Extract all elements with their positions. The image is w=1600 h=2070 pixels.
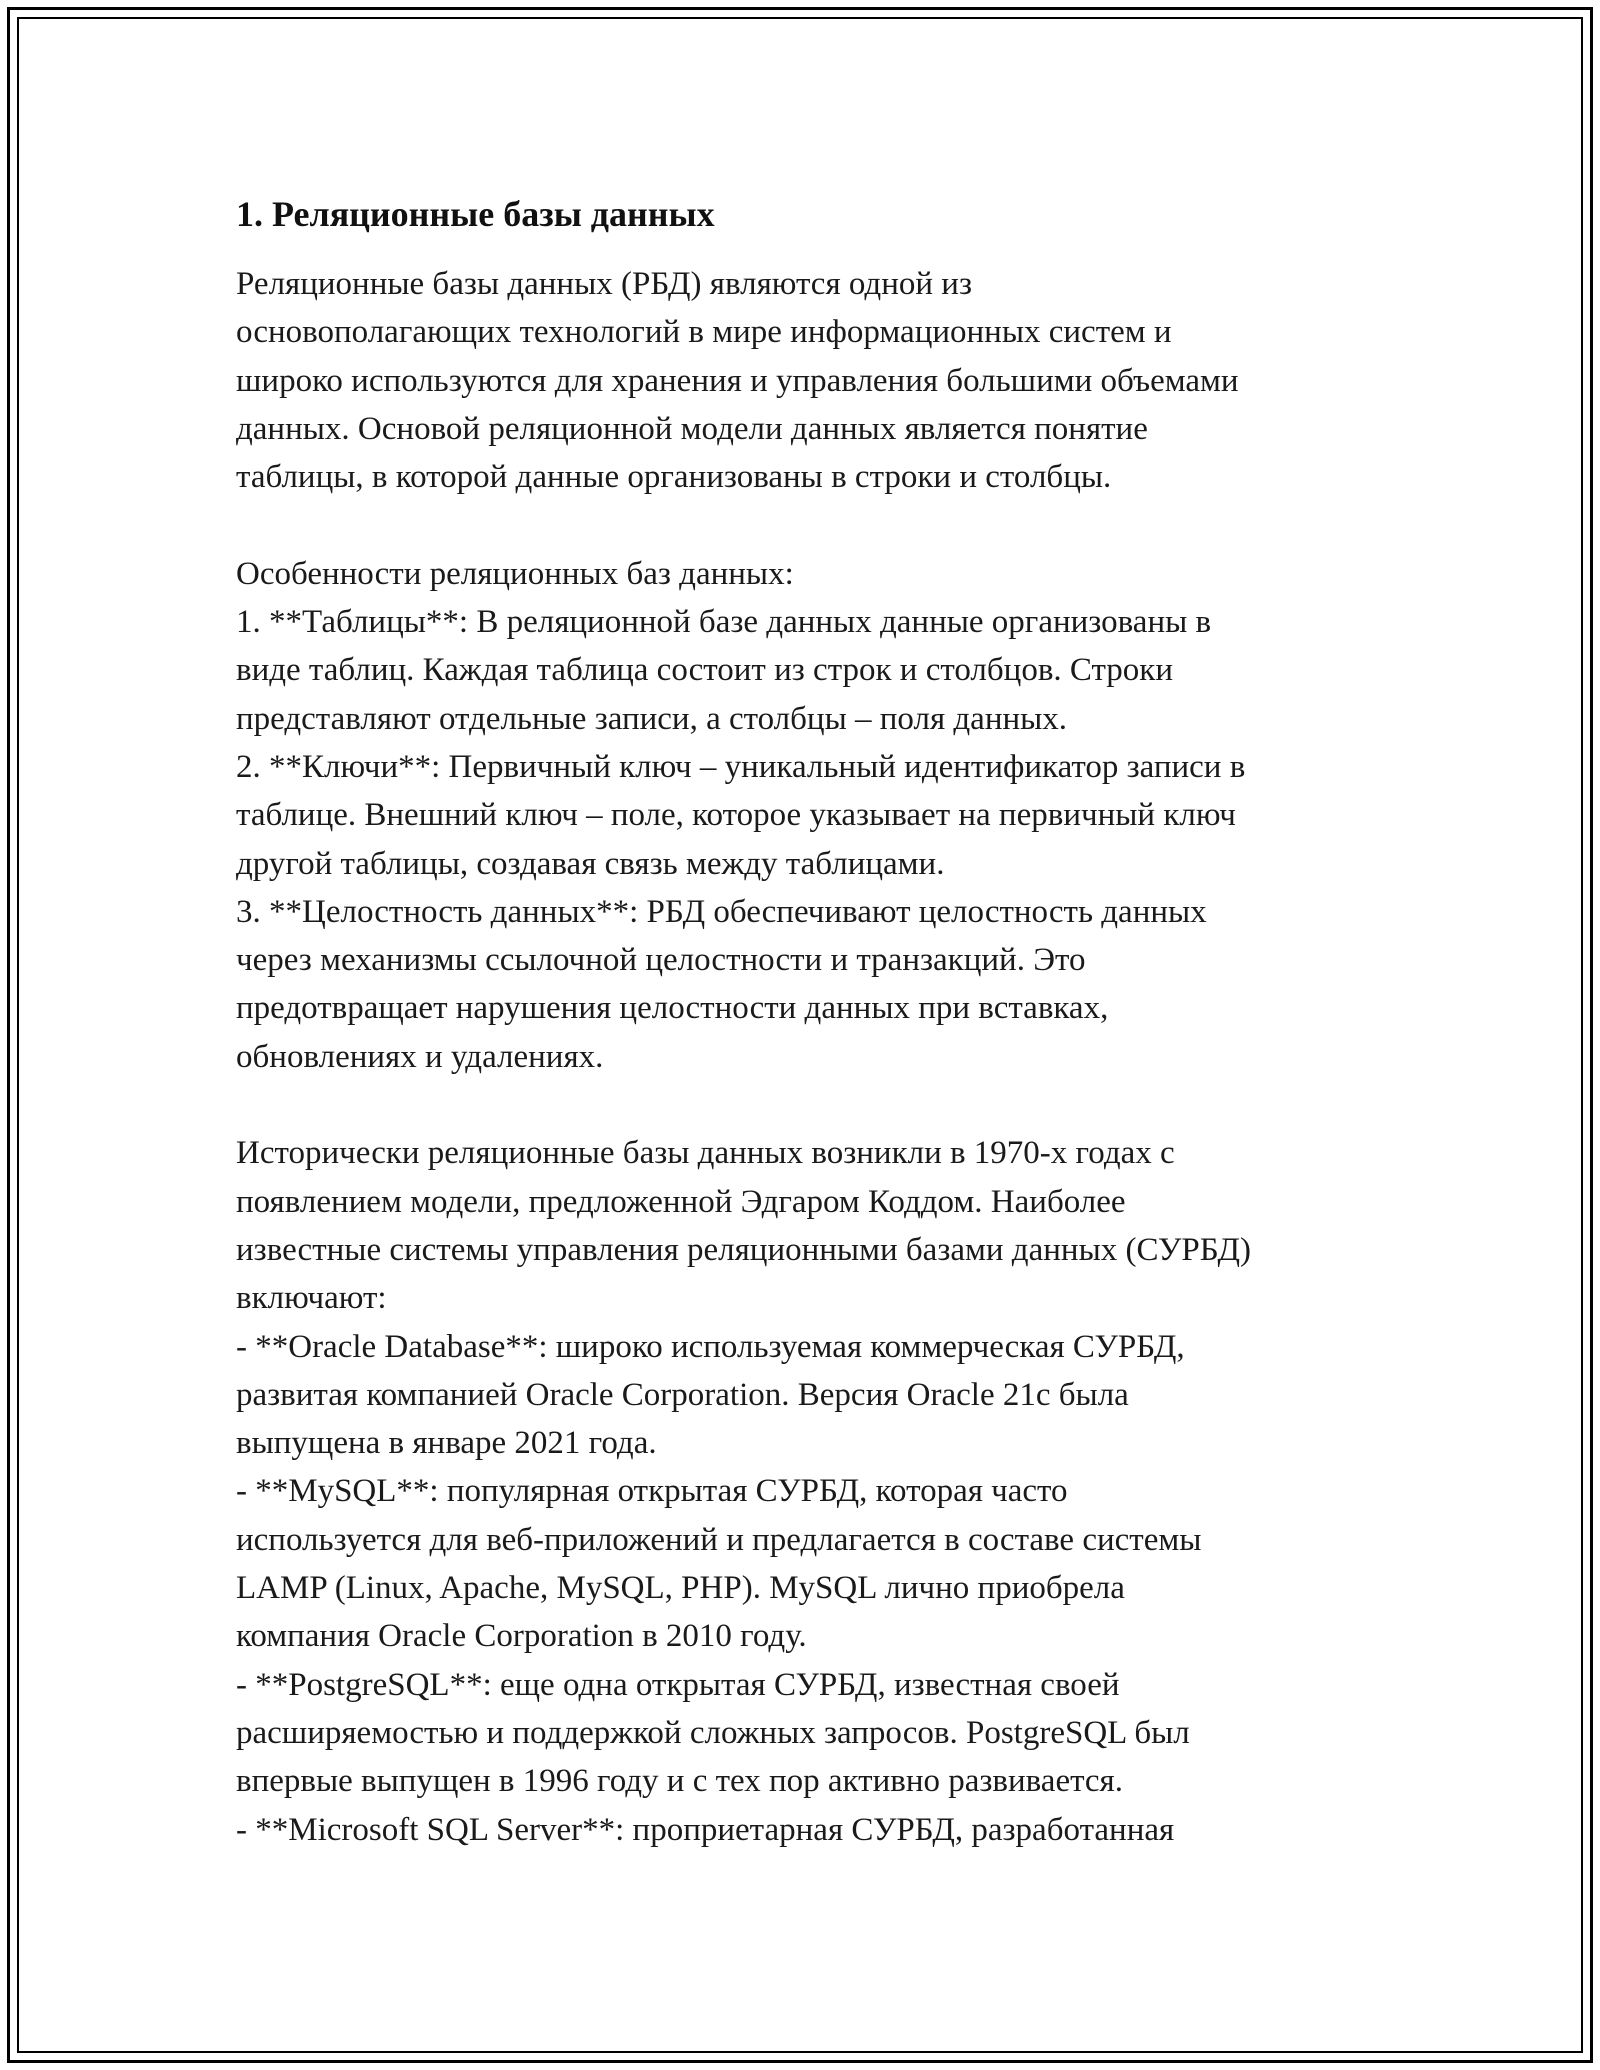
history-paragraph: Исторически реляционные базы данных возникли в 1970-х годах с появлением модели, предложенной Эдгаром Коддом. Наиболее известные системы управления реляционными базами данных (СУРБД) включают: - **Oracle Database**: широко используемая коммерческая СУРБД, развитая компанией Oracle Corporation. Версия Oracle 21c была выпущена в январе 2021 года. - **MySQL**: популярная открытая СУРБД, которая часто используется для веб-приложений и предлагается в составе системы LAMP (Linux, Apache, MySQL, PHP). MySQL лично приобрела компания Oracle Corporation в 2010 году. - **PostgreSQL**: еще одна открытая СУРБД, известная своей расширяемостью и поддержкой сложных запросов. PostgreSQL был впервые выпущен в 1996 году и с тех пор активно развивается. - **Microsoft SQL Server**: проприетарная СУРБД, разработанная [236, 1135, 1251, 1848]
features-paragraph: Особенности реляционных баз данных: 1. **Таблицы**: В реляционной базе данных данные организованы в виде таблиц. Каждая таблица состоит из строк и столбцов. Строки представляют отдельные записи, а столбцы – поля данных. 2. **Ключи**: Первичный ключ – уникальный идентификатор записи в таблице. Внешний ключ – поле, которое указывает на первичный ключ другой таблицы, создавая связь между таблицами. 3. **Целостность данных**: РБД обеспечивают целостность данных через механизмы ссылочной целостности и транзакций. Это предотвращает нарушения целостности данных при вставках, обновлениях и удалениях. [236, 555, 1246, 1075]
section-heading: 1. Реляционные базы данных [236, 194, 715, 234]
intro-paragraph: Реляционные базы данных (РБД) являются одной из основополагающих технологий в мире информационных систем и широко используются для хранения и управления большими объемами данных. Основой реляционной модели данных является понятие таблицы, в которой данные организованы в строки и столбцы. [236, 266, 1239, 496]
document-body [236, 190, 1386, 1854]
paragraph-gap [236, 501, 1386, 549]
paragraph-gap [236, 1081, 1386, 1129]
